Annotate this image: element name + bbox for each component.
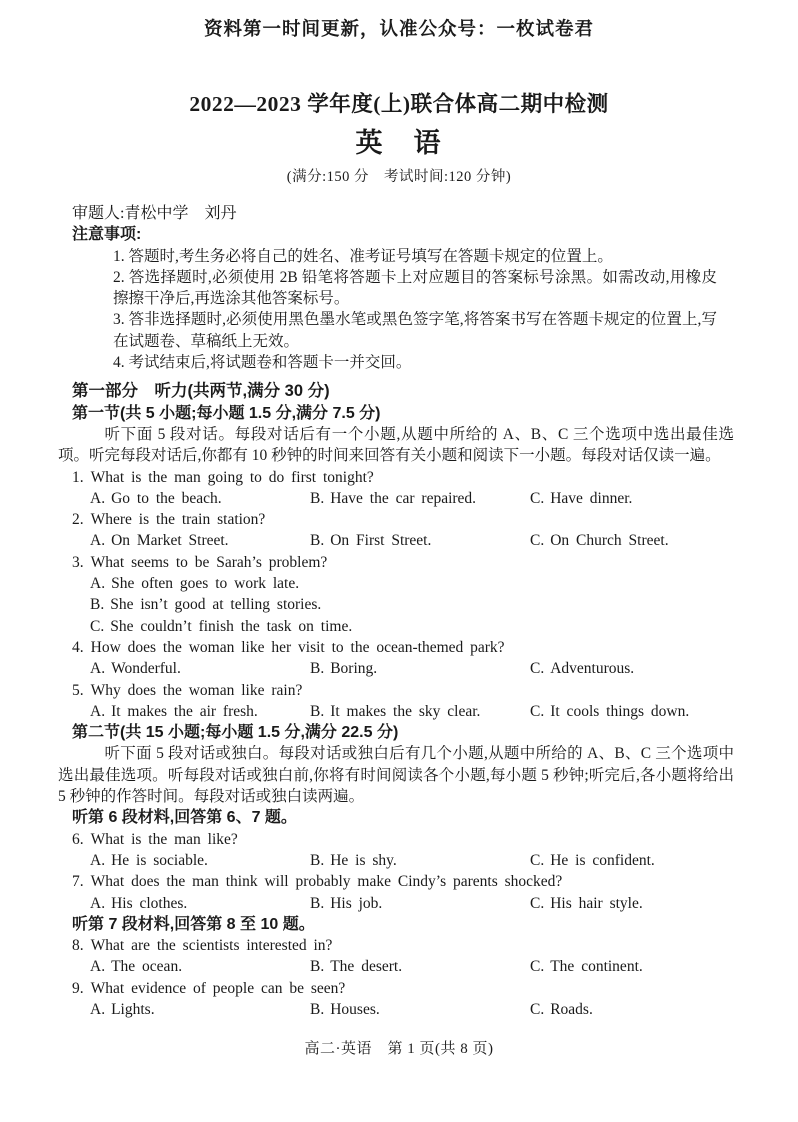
option-text: She couldn’t finish the task on time. <box>110 617 353 635</box>
option <box>310 530 530 551</box>
option <box>530 701 738 722</box>
subject-title: 英 语 <box>355 128 443 158</box>
question <box>72 552 738 637</box>
question <box>72 509 738 552</box>
question-number: 2. <box>72 511 84 529</box>
page-footer: 高二·英语 第 1 页(共 8 页) <box>304 1041 494 1057</box>
section2-intro: 听下面 5 段对话或独白。每段对话或独白后有几个小题,从题中所给的 A、B、C 三个选项中选出最佳选项。听每段对话或独白前,你将有时间阅读各个小题,每小题 5 秒钟;听完后,各小题将给出 5 秒钟的作答时间。每段对话或独白读两遍。 <box>58 745 734 806</box>
option <box>530 893 738 914</box>
notes-heading: 注意事项: <box>72 226 142 244</box>
option-label: A. <box>90 660 106 678</box>
question-text: How does the woman like her visit to the ocean-themed park? <box>90 638 505 656</box>
option-text: It makes the sky clear. <box>330 702 481 720</box>
option-label: B. <box>310 1000 325 1018</box>
option <box>530 488 738 509</box>
update-notice: 资料第一时间更新，认准公众号：一枚试卷君 <box>203 20 594 40</box>
option-label: C. <box>530 489 545 507</box>
option-text: She often goes to work late. <box>111 575 300 593</box>
option <box>90 850 310 871</box>
question <box>72 680 738 723</box>
option <box>310 893 530 914</box>
option <box>530 530 738 551</box>
question-text: What are the scientists interested in? <box>90 937 333 955</box>
option-text: On Market Street. <box>111 532 229 550</box>
question <box>72 637 738 680</box>
question-number: 6. <box>72 830 84 848</box>
option <box>310 999 530 1020</box>
question-number: 8. <box>72 937 84 955</box>
note-item: 2. 答选择题时,必须使用 2B 铅笔将答题卡上对应题目的答案标号涂黑。如需改动,用橡皮擦擦干净后,再选涂其他答案标号。 <box>113 268 717 308</box>
option <box>530 658 738 679</box>
option <box>310 850 530 871</box>
question-text: What is the man like? <box>90 830 238 848</box>
section1-heading: 第一节(共 5 小题;每小题 1.5 分,满分 7.5 分) <box>72 404 381 422</box>
option-text: He is confident. <box>550 851 655 869</box>
option <box>310 701 530 722</box>
question-number: 4. <box>72 638 84 656</box>
paper-body <box>58 203 738 1020</box>
option <box>72 616 738 637</box>
option-label: B. <box>310 532 325 550</box>
question <box>72 871 738 914</box>
option-label: C. <box>530 1000 545 1018</box>
option-label: C. <box>530 702 545 720</box>
option <box>72 573 738 594</box>
option-text: On Church Street. <box>550 532 669 550</box>
material-prompt-6-7: 听第 6 段材料,回答第 6、7 题。 <box>72 809 297 827</box>
note-item: 1. 答题时,考生务必将自己的姓名、准考证号填写在答题卡规定的位置上。 <box>113 247 613 265</box>
option-text: Roads. <box>550 1000 593 1018</box>
option <box>90 701 310 722</box>
option-label: A. <box>90 489 106 507</box>
option-label: B. <box>310 958 325 976</box>
option <box>90 956 310 977</box>
option-label: B. <box>310 894 325 912</box>
question-number: 5. <box>72 681 84 699</box>
option-label: C. <box>530 894 545 912</box>
option-text: Houses. <box>330 1000 380 1018</box>
option <box>530 999 738 1020</box>
option-label: B. <box>310 851 325 869</box>
option <box>90 893 310 914</box>
option <box>530 956 738 977</box>
question-number: 9. <box>72 979 84 997</box>
option <box>72 594 738 615</box>
question-text: Where is the train station? <box>90 511 266 529</box>
option-text: His hair style. <box>550 894 643 912</box>
option <box>530 850 738 871</box>
option-text: His clothes. <box>111 894 188 912</box>
option-text: Wonderful. <box>111 660 181 678</box>
option <box>90 530 310 551</box>
option-label: C. <box>530 532 545 550</box>
option <box>310 488 530 509</box>
option-text: He is shy. <box>330 851 397 869</box>
question <box>72 978 738 1021</box>
option <box>90 999 310 1020</box>
option-text: Have the car repaired. <box>330 489 477 507</box>
option-text: On First Street. <box>330 532 432 550</box>
question-number: 7. <box>72 873 84 891</box>
option-label: B. <box>310 489 325 507</box>
section1-intro: 听下面 5 段对话。每段对话后有一个小题,从题中所给的 A、B、C 三个选项中选出最佳选项。听完每段对话后,你都有 10 秒钟的时间来回答有关小题和阅读下一小题。每段对话仅读一遍。 <box>58 425 734 465</box>
option-label: B. <box>310 702 325 720</box>
option-text: The desert. <box>330 958 403 976</box>
option-text: It cools things down. <box>550 702 690 720</box>
option-label: B. <box>310 660 325 678</box>
option-text: Have dinner. <box>550 489 633 507</box>
option-label: C. <box>530 958 545 976</box>
question-text: What evidence of people can be seen? <box>90 979 346 997</box>
option-label: A. <box>90 702 106 720</box>
option-label: B. <box>90 596 105 614</box>
option-label: A. <box>90 532 106 550</box>
question-number: 1. <box>72 468 84 486</box>
option-label: C. <box>530 660 545 678</box>
option-text: It makes the air fresh. <box>111 702 258 720</box>
section2-heading: 第二节(共 15 小题;每小题 1.5 分,满分 22.5 分) <box>72 724 399 742</box>
option-label: A. <box>90 851 106 869</box>
question-text: What does the man think will probably make Cindy’s parents shocked? <box>90 873 563 891</box>
option-label: A. <box>90 1000 106 1018</box>
question <box>72 467 738 510</box>
option <box>90 658 310 679</box>
question <box>72 829 738 872</box>
option <box>310 658 530 679</box>
note-item: 3. 答非选择题时,必须使用黑色墨水笔或黑色签字笔,将答案书写在答题卡规定的位置上,写在试题卷、草稿纸上无效。 <box>113 311 717 350</box>
option-text: His job. <box>330 894 383 912</box>
option-label: C. <box>90 617 105 635</box>
option-label: C. <box>530 851 545 869</box>
option-text: She isn’t good at telling stories. <box>110 596 322 614</box>
question <box>72 935 738 978</box>
material-prompt-8-10: 听第 7 段材料,回答第 8 至 10 题。 <box>72 915 315 933</box>
exam-title: 2022—2023 学年度(上)联合体高二期中检测 <box>189 92 609 116</box>
option-text: Go to the beach. <box>111 489 222 507</box>
option-label: A. <box>90 894 106 912</box>
option-text: The continent. <box>550 958 643 976</box>
note-item: 4. 考试结束后,将试题卷和答题卡一并交回。 <box>113 354 412 372</box>
option-label: A. <box>90 575 106 593</box>
question-text: What is the man going to do first tonight? <box>90 468 374 486</box>
option <box>310 956 530 977</box>
part1-heading: 第一部分 听力(共两节,满分 30 分) <box>72 382 330 401</box>
option-text: The ocean. <box>111 958 183 976</box>
question-text: Why does the woman like rain? <box>90 681 303 699</box>
option-text: He is sociable. <box>111 851 208 869</box>
option-text: Adventurous. <box>550 660 635 678</box>
exam-meta: (满分:150 分 考试时间:120 分钟) <box>286 169 512 185</box>
option-text: Boring. <box>330 660 378 678</box>
option <box>90 488 310 509</box>
question-number: 3. <box>72 553 84 571</box>
question-text: What seems to be Sarah’s problem? <box>90 553 328 571</box>
option-text: Lights. <box>111 1000 155 1018</box>
reviewer-line: 审题人:青松中学 刘丹 <box>72 205 237 222</box>
option-label: A. <box>90 958 106 976</box>
